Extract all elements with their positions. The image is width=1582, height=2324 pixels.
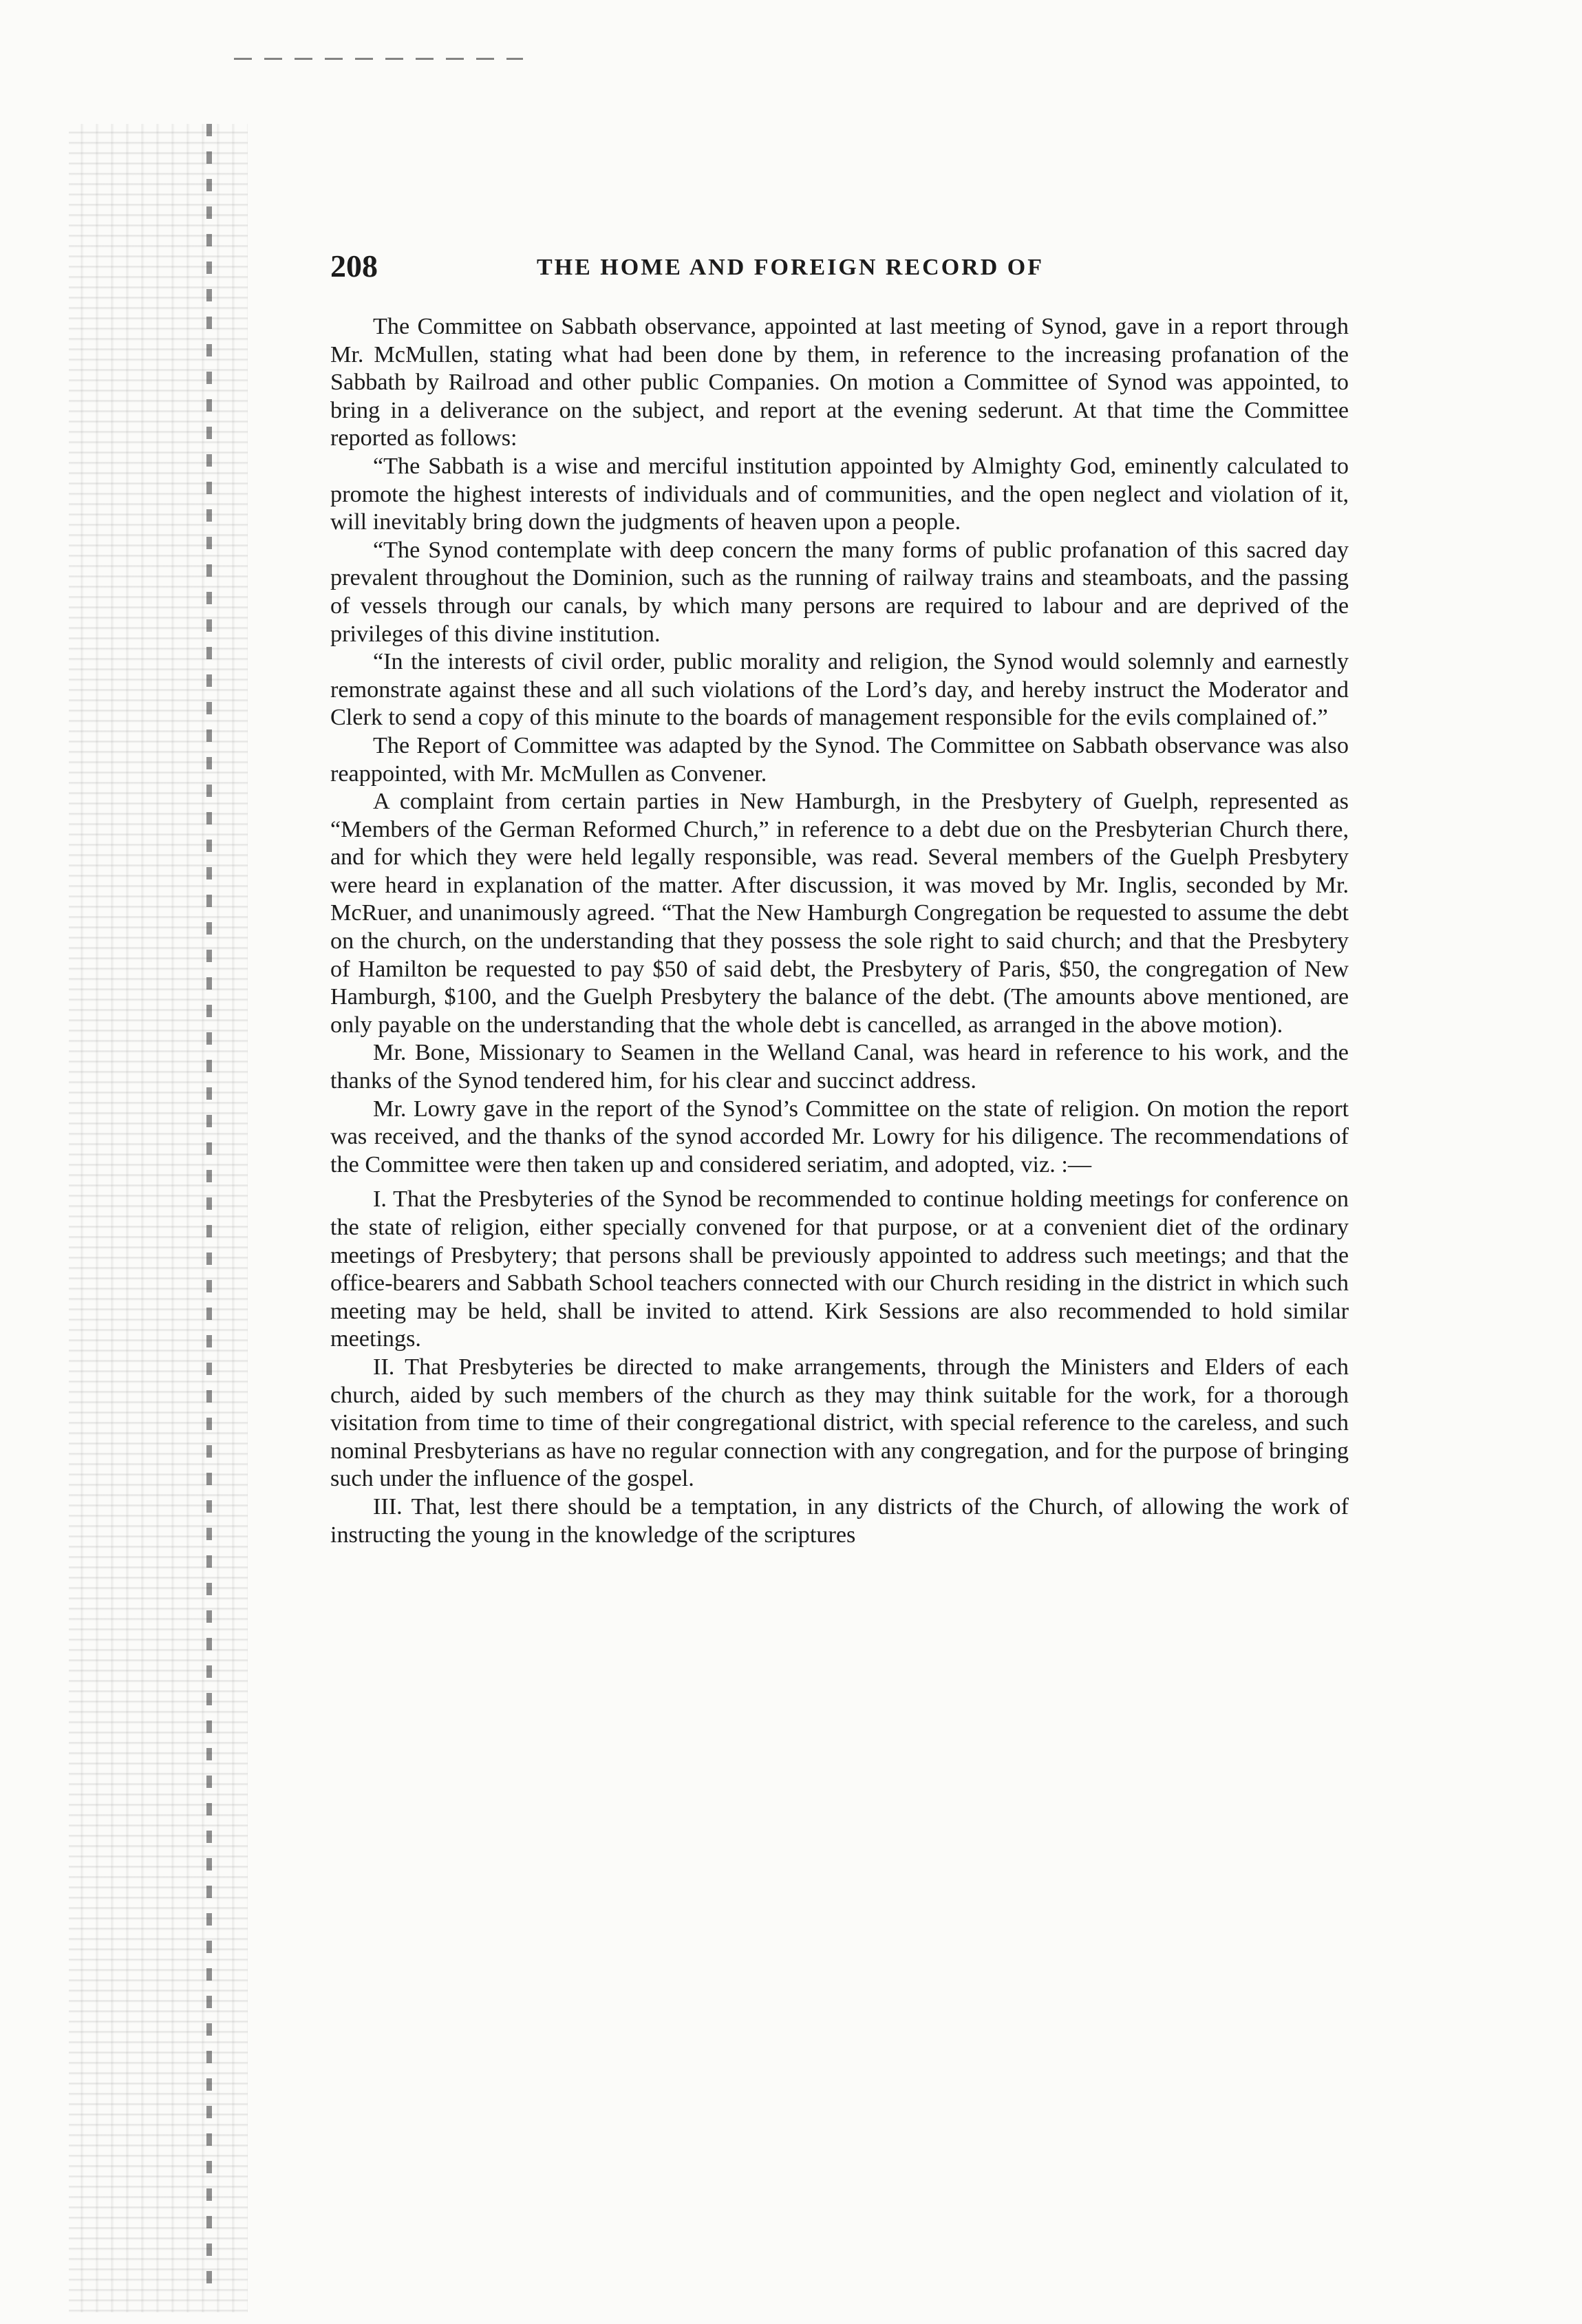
paragraph-remonstrance: “In the interests of civil order, public morality and religion, the Synod would solemnly and earnestly remonstrate against these and all such violations of the Lord’s day, and hereby instruct the Moderator and Clerk to send a copy of this minute to the boards of management responsible for the evils complained of.” (330, 649, 1349, 731)
paragraph-recommendation-3: III. That, lest there should be a temptation, in any districts of the Church, of allowing the work of instructing the young in the knowledge of the scriptures (330, 1493, 1349, 1548)
running-head: THE HOME AND FOREIGN RECORD OF (537, 255, 1044, 280)
paragraph-report-adopted: The Report of Committee was adapted by the Synod. The Committee on Sabbath observance was also reappointed, with Mr. McMullen as Convener. (330, 732, 1349, 787)
paragraph-mr-bone: Mr. Bone, Missionary to Seamen in the Welland Canal, was heard in reference to his work, and the thanks of the Synod tendered him, for his clear and succinct address. (330, 1040, 1349, 1094)
paragraph-recommendation-2: II. That Presbyteries be directed to make arrangements, through the Ministers and Elders of each church, aided by such members of the church as they may think suitable for the work, for a thorough visitation from time to time of their congregational district, with special reference to the careless, and such nominal Presbyterians as have no regular connection with any congregation, and for the purpose of bringing such under the influence of the gospel. (330, 1354, 1349, 1492)
page-body (330, 313, 1349, 1549)
paragraph-new-hamburgh-complaint: A complaint from certain parties in New Hamburgh, in the Presbytery of Guelph, represented as “Members of the German Reformed Church,” in reference to a debt due on the Presbyterian Church there, and for which they were held legally responsible, was read. Several members of the Guelph Presbytery were heard in explanation of the matter. After discussion, it was moved by Mr. Inglis, seconded by Mr. McRuer, and unanimously agreed. “That the New Hamburgh Congregation be requested to assume the debt on the church, on the understanding that they possess the sole right to said church; and that the Presbytery of Hamilton be requested to pay $50 of said debt, the Presbytery of Paris, $50, the congregation of New Hamburgh, $100, and the Guelph Presbytery the balance of the debt. (The amounts above mentioned, are only payable on the understanding that the whole debt is cancelled, as arranged in the above motion). (330, 789, 1349, 1038)
scan-top-mark (234, 58, 523, 60)
page-header (330, 248, 1335, 289)
page-number: 208 (330, 248, 378, 284)
scan-margin-noise (69, 124, 248, 2312)
paragraph-synod-concern: “The Synod contemplate with deep concern the many forms of public profanation of this sacred day prevalent throughout the Dominion, such as the running of railway trains and steamboats, and the passing of vessels through our canals, by which many persons are required to labour and are deprived of the privileges of this divine institution. (330, 537, 1349, 647)
paragraph-sabbath-institution: “The Sabbath is a wise and merciful institution appointed by Almighty God, eminently calculated to promote the highest interests of individuals and of communities, and the open neglect and violation of it, will inevitably bring down the judgments of heaven upon a people. (330, 453, 1349, 535)
paragraph-sabbath-committee-report: The Committee on Sabbath observance, appointed at last meeting of Synod, gave in a report through Mr. McMullen, stating what had been done by them, in reference to the increasing profanation of the Sabbath by Railroad and other public Companies. On motion a Committee of Synod was appointed, to bring in a deliverance on the subject, and report at the evening sederunt. At that time the Committee reported as follows: (330, 314, 1349, 451)
scan-binding-edge (206, 124, 212, 2292)
paragraph-recommendation-1: I. That the Presbyteries of the Synod be recommended to continue holding meetings for conference on the state of religion, either specially convened for that purpose, or at a convenient diet of the ordinary meetings of Presbytery; that persons shall be previously appointed to address such meetings; and that the office-bearers and Sabbath School teachers connected with our Church residing in the district in which such meeting may be held, shall be invited to attend. Kirk Sessions are also recommended to hold similar meetings. (330, 1186, 1349, 1352)
paragraph-mr-lowry-report: Mr. Lowry gave in the report of the Synod’s Committee on the state of religion. On motion the report was received, and the thanks of the synod accorded Mr. Lowry for his diligence. The recommendations of the Committee were then taken up and considered seriatim, and adopted, viz. :— (330, 1096, 1349, 1177)
